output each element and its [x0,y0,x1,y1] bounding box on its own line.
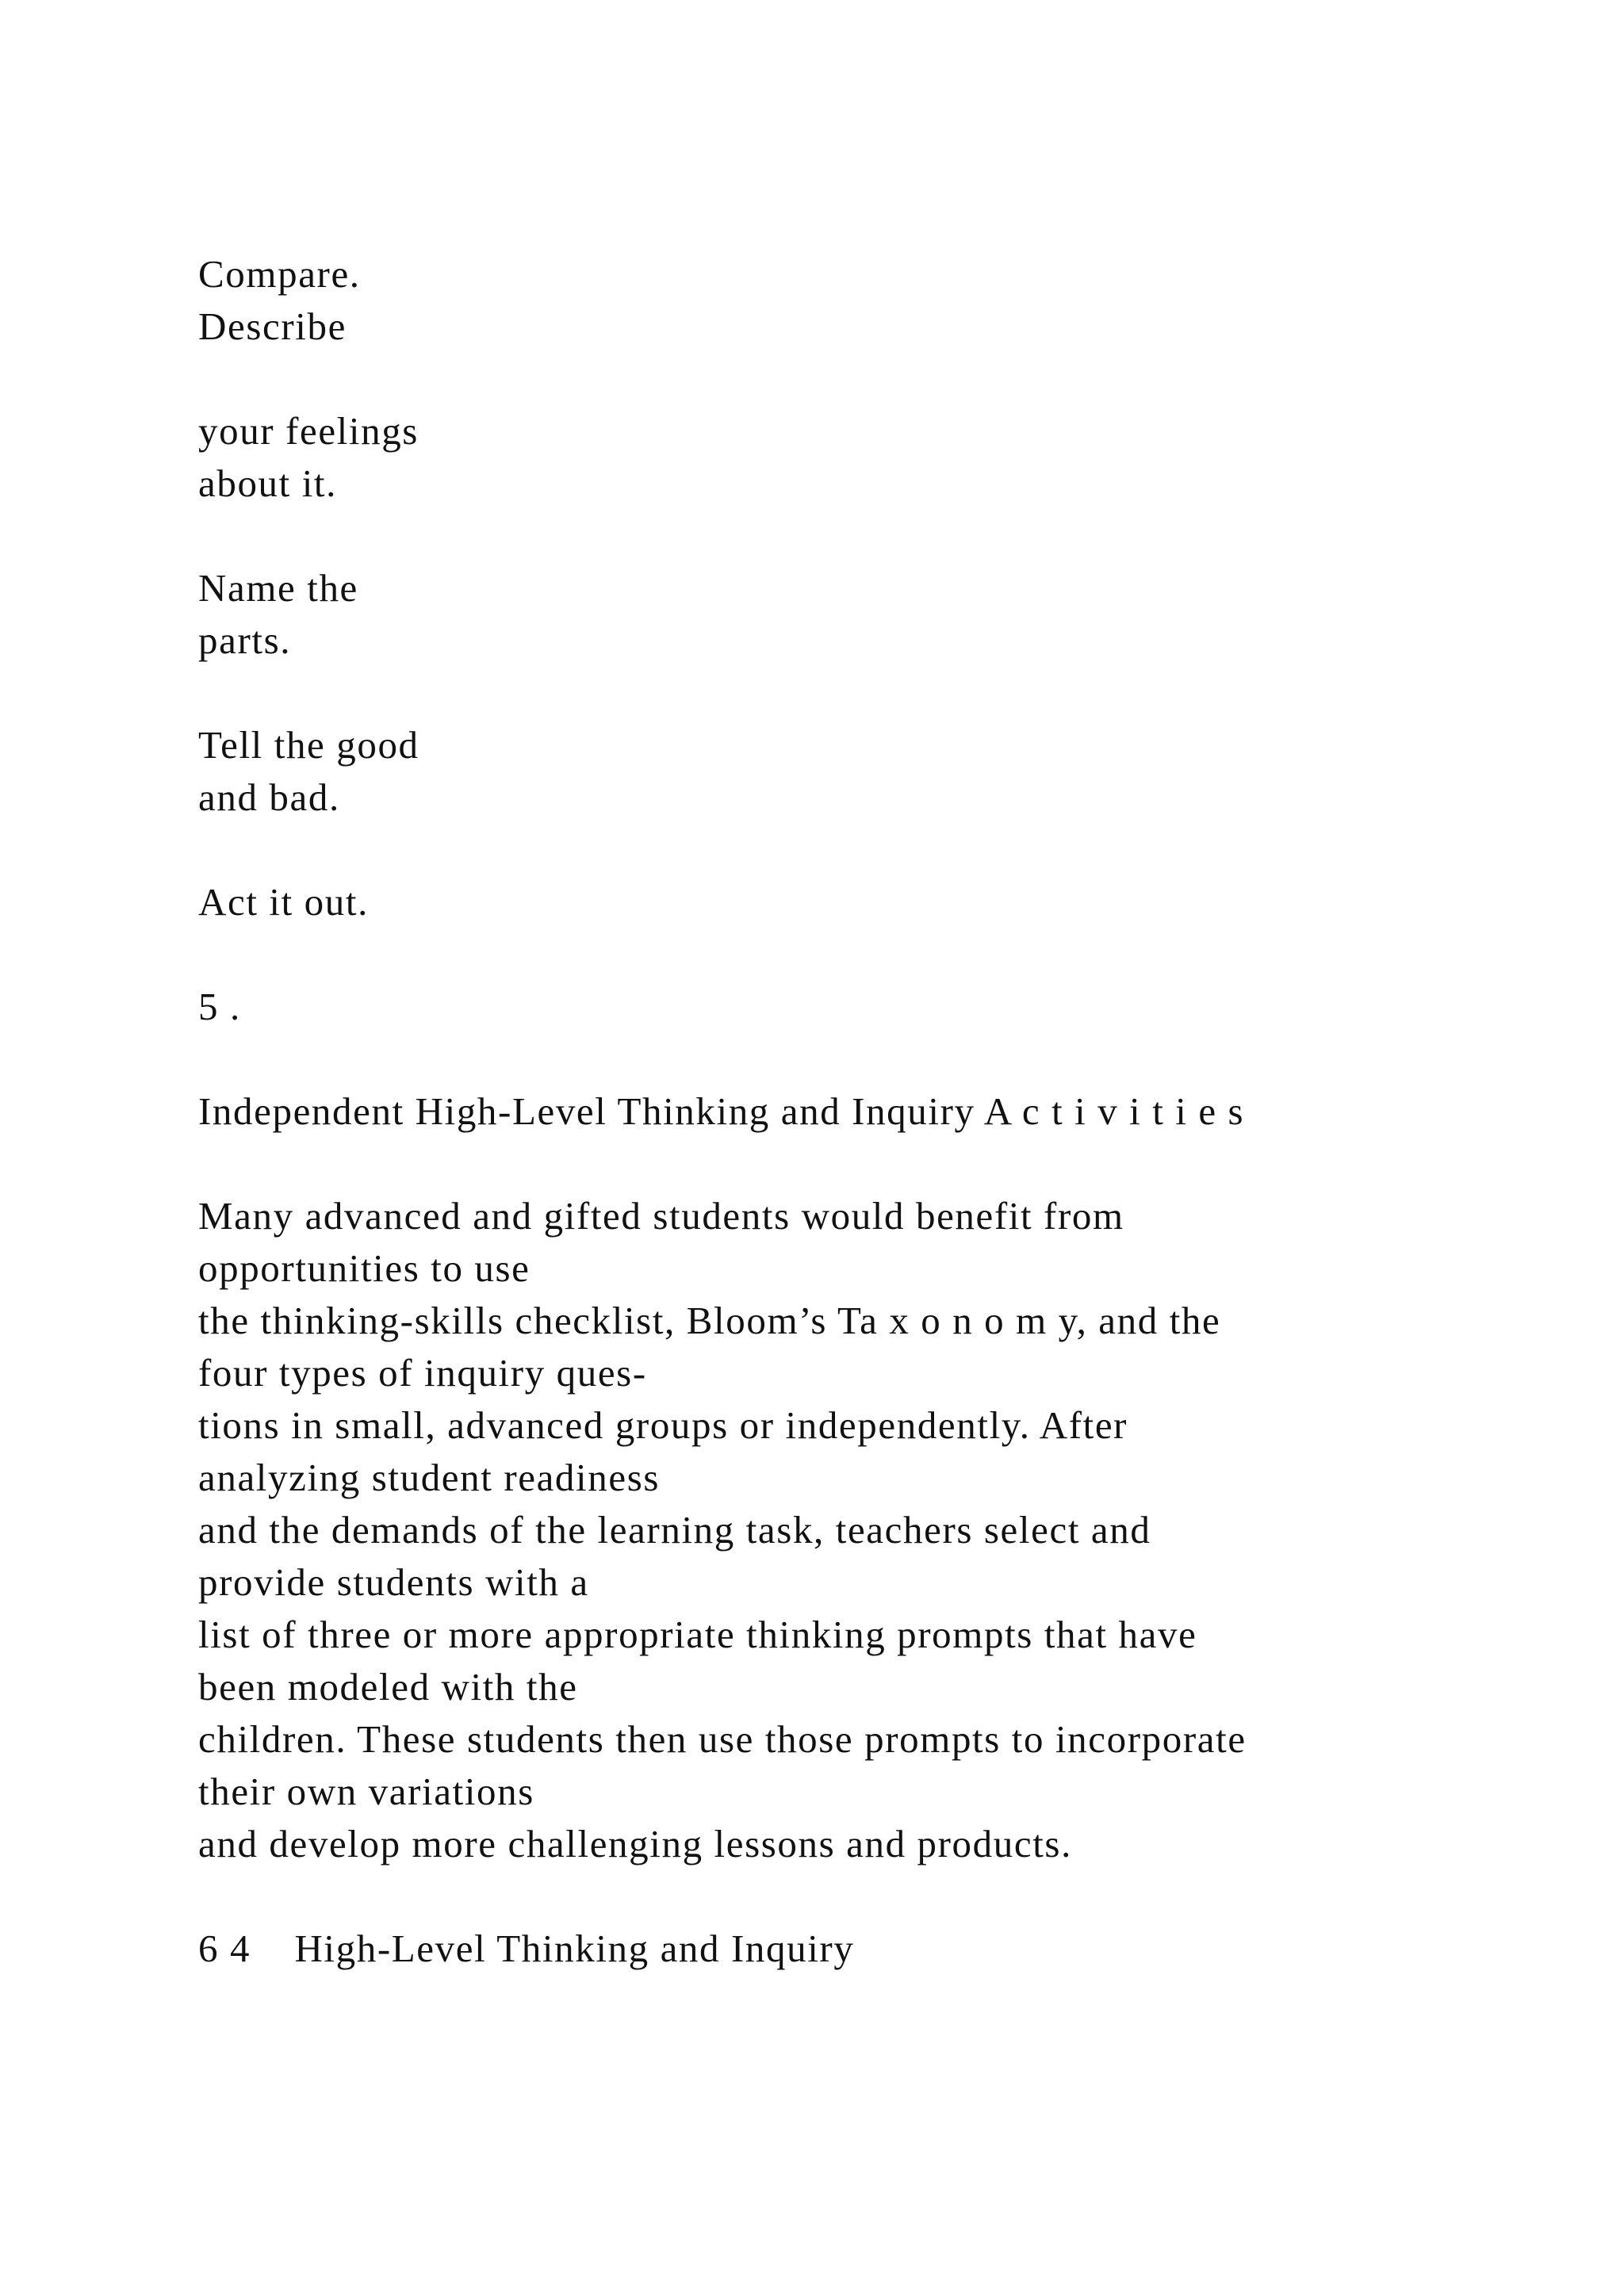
blank-line [198,353,1594,405]
prompt-line-describe: Describe [198,304,347,348]
blank-line [198,1870,1594,1923]
blank-line [198,1033,1594,1085]
prompt-line-compare: Compare. [198,252,361,296]
paragraph-line: provide students with a [198,1560,589,1604]
paragraph-line: and develop more challenging lessons and products. [198,1822,1072,1866]
blank-line [198,824,1594,876]
prompt-line-feelings: your feelings [198,409,419,453]
paragraph-line: the thinking-skills checklist, Bloom’s Ta x o n o m y, and the [198,1299,1221,1342]
paragraph-line: their own variations [198,1770,534,1813]
blank-line [198,667,1594,719]
prompt-line-and-bad: and bad. [198,775,340,819]
paragraph-line: list of three or more appropriate thinking prompts that have [198,1613,1197,1656]
prompt-line-parts: parts. [198,618,292,662]
paragraph-line: four types of inquiry ques- [198,1351,647,1395]
prompt-line-name-the: Name the [198,566,358,610]
document-text [198,248,1594,1975]
prompt-line-tell-good: Tell the good [198,723,419,767]
section-number: 5 . [198,985,241,1028]
paragraph-line: tions in small, advanced groups or independently. After [198,1403,1128,1447]
section-heading: Independent High-Level Thinking and Inquiry A c t i v i t i e s [198,1089,1245,1133]
blank-line [198,510,1594,562]
prompt-line-act-it-out: Act it out. [198,880,369,924]
blank-line [198,928,1594,981]
paragraph-line: opportunities to use [198,1246,530,1290]
paragraph-line: Many advanced and gifted students would benefit from [198,1194,1124,1238]
prompt-line-about-it: about it. [198,461,337,505]
paragraph-line: been modeled with the [198,1665,578,1709]
paragraph-line: and the demands of the learning task, teachers select and [198,1508,1151,1552]
page-footer: 6 4 High-Level Thinking and Inquiry [198,1927,855,1970]
blank-line [198,1138,1594,1190]
paragraph-line: analyzing student readiness [198,1456,661,1499]
paragraph-line: children. These students then use those prompts to incorporate [198,1717,1247,1761]
